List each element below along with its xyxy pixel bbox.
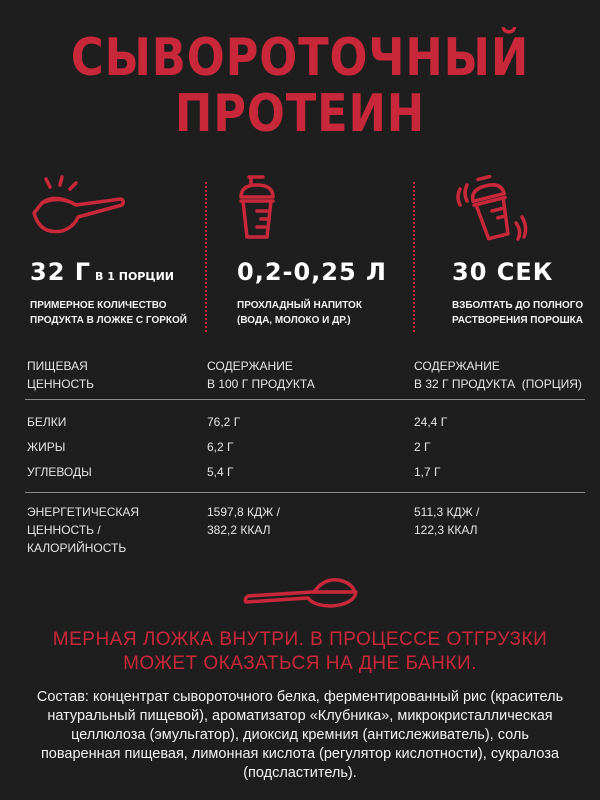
- row-portion: 2 Г: [414, 440, 431, 454]
- scoop-icon: [30, 175, 220, 250]
- composition-line: Состав: концентрат сывороточного белка, ферментированный рис (краситель: [36, 689, 564, 705]
- portion-value: [30, 258, 220, 288]
- composition-line: натуральный пищевой), ароматизатор «Клубника», микрокристаллическая: [47, 708, 553, 724]
- table-header-portion: [414, 357, 582, 393]
- table-header-per100: [207, 357, 315, 393]
- feature-liquid: [237, 175, 427, 328]
- shake-caption-line-1: ВЗБОЛТАТЬ ДО ПОЛНОГО: [452, 300, 584, 311]
- liquid-caption: [237, 298, 427, 328]
- row-per100: 6,2 Г: [207, 440, 234, 454]
- feature-shake: [452, 175, 592, 328]
- shake-value: 30 СЕК: [452, 258, 554, 286]
- table-header-nutrition: [27, 357, 94, 393]
- row-label: ЖИРЫ: [27, 440, 66, 454]
- energy-value-line: 122,3 ККАЛ: [414, 523, 478, 537]
- product-title: [42, 30, 558, 142]
- energy-value-line: 511,3 КДЖ /: [414, 505, 480, 519]
- header-line: СОДЕРЖАНИЕ: [207, 359, 293, 373]
- energy-value-line: 382,2 ККАЛ: [207, 523, 271, 537]
- energy-label-line: ЭНЕРГЕТИЧЕСКАЯ: [27, 505, 140, 519]
- measuring-spoon-icon: [242, 572, 362, 612]
- header-line: В 100 Г ПРОДУКТА: [207, 377, 315, 391]
- portion-amount: 32 Г: [30, 258, 92, 286]
- composition-text: [0, 688, 600, 783]
- shake-caption-line-2: РАСТВОРЕНИЯ ПОРОШКА: [452, 315, 583, 326]
- shaking-shaker-icon: [452, 175, 592, 250]
- notice-line-2: МОЖЕТ ОКАЗАТЬСЯ НА ДНЕ БАНКИ.: [123, 653, 477, 674]
- portion-caption-line-1: ПРИМЕРНОЕ КОЛИЧЕСТВО: [30, 300, 167, 311]
- shake-caption: [452, 298, 592, 328]
- divider-1: [205, 182, 207, 332]
- row-per100: 5,4 Г: [207, 465, 234, 479]
- portion-caption: [30, 298, 220, 328]
- portion-caption-line-2: ПРОДУКТА В ЛОЖКЕ С ГОРКОЙ: [30, 315, 187, 326]
- header-line: ЦЕННОСТЬ: [27, 377, 95, 391]
- energy-label-line: КАЛОРИЙНОСТЬ: [27, 541, 127, 555]
- portion-suffix: В 1 ПОРЦИИ: [95, 270, 174, 283]
- header-line: СОДЕРЖАНИЕ: [414, 359, 500, 373]
- energy-label: [27, 503, 139, 557]
- scoop-notice: [0, 628, 600, 676]
- notice-line-1: МЕРНАЯ ЛОЖКА ВНУТРИ. В ПРОЦЕССЕ ОТГРУЗКИ: [52, 629, 548, 650]
- energy-per100: [207, 503, 280, 539]
- header-line: В 32 Г ПРОДУКТА (ПОРЦИЯ): [414, 377, 582, 391]
- composition-line: целлюлоза (эмульгатор), диоксид кремния (антислеживатель), соль: [71, 727, 529, 743]
- row-portion: 24,4 Г: [414, 415, 448, 429]
- row-label: УГЛЕВОДЫ: [27, 465, 92, 479]
- energy-value-line: 1597,8 КДЖ /: [207, 505, 280, 519]
- energy-portion: [414, 503, 479, 539]
- table-divider-middle: [25, 492, 585, 493]
- title-line-1: СЫВОРОТОЧНЫЙ: [70, 28, 530, 88]
- table-divider-top: [25, 399, 585, 400]
- row-per100: 76,2 Г: [207, 415, 241, 429]
- liquid-caption-line-1: ПРОХЛАДНЫЙ НАПИТОК: [237, 300, 362, 311]
- composition-line: поваренная пищевая, лимонная кислота (регулятор кислотности), сукралоза: [40, 746, 560, 762]
- feature-portion: [30, 175, 220, 328]
- header-line: ПИЩЕВАЯ: [27, 359, 88, 373]
- liquid-value: 0,2-0,25 Л: [237, 258, 387, 286]
- row-portion: 1,7 Г: [414, 465, 441, 479]
- energy-label-line: ЦЕННОСТЬ /: [27, 523, 101, 537]
- divider-2: [413, 182, 415, 332]
- title-line-2: ПРОТЕИН: [174, 84, 426, 144]
- shaker-icon: [237, 175, 427, 250]
- liquid-caption-line-2: (ВОДА, МОЛОКО И ДР.): [237, 315, 351, 326]
- composition-line: (подсластитель).: [243, 765, 357, 781]
- row-label: БЕЛКИ: [27, 415, 67, 429]
